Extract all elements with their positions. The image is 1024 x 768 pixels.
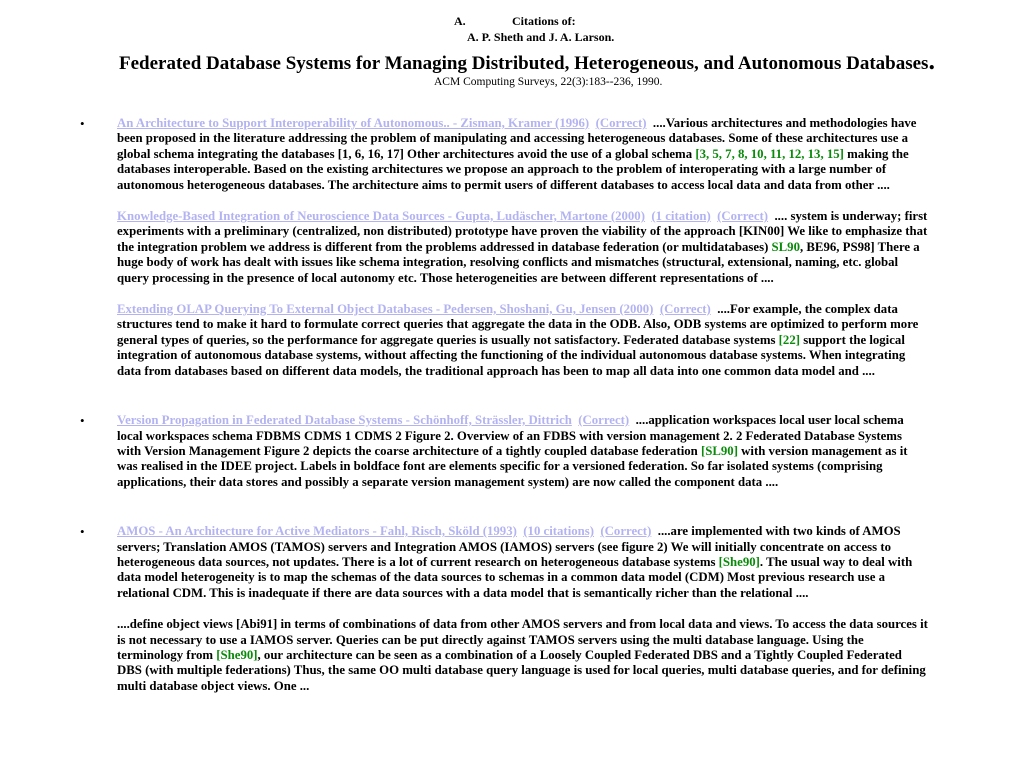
citation-entry: [0, 413, 929, 490]
citing-paper-link[interactable]: AMOS - An Architecture for Active Mediators - Fahl, Risch, Sköld (1993): [117, 524, 517, 539]
cited-paper-title-text: Federated Database Systems for Managing Distributed, Heterogeneous, and Autonomous Databases: [119, 53, 929, 74]
snippet-text: ....For example, the complex data structures tend to make it hard to formulate correct queries that aggregate the data in the ODB. Also, ODB systems are optimized to perform more general types of queries, so the performance for aggregate queries is usually not satisfactory. Federated database systems: [117, 302, 919, 347]
snippet-text: , BE96, PS98] There a huge body of work has dealt with issues like schema integration, resolving conflicts and mismatches (structural, extensional, naming, etc. global query processing in the presence of local autonomy etc. Those heterogeneities are between different representations of ....: [117, 239, 920, 285]
citation-marker: [She90]: [216, 647, 258, 662]
citation-marker: [3, 5, 7, 8, 10, 11, 12, 13, 15]: [695, 146, 844, 161]
bullet-marker: •: [80, 116, 85, 131]
citation-marker: [She90]: [718, 554, 760, 569]
cited-paper-venue: ACM Computing Surveys, 22(3):183--236, 1990.: [434, 76, 663, 88]
bullet-marker: •: [80, 524, 85, 540]
snippet-text: . The usual way to deal with data model heterogeneity is to map the schemas of the data sources to schemas in a common data model (CDM) Most previous research use a relational CDM. This is inadequate if there are data sources with a data model that is semantically richer than the relational ....: [117, 554, 913, 600]
citation-snippet: [117, 302, 929, 379]
citation-count-link[interactable]: (10 citations): [523, 524, 595, 539]
snippet-text: support the logical integration of autonomous database systems, without affecting the functioning of the individual autonomous database systems. When integrating data from databases based on different data models, the traditional approach has been to map all data into one common data model and ....: [117, 332, 906, 378]
citing-paper-link[interactable]: Knowledge-Based Integration of Neuroscience Data Sources - Gupta, Ludäscher, Martone (2000): [117, 209, 645, 224]
correct-link[interactable]: (Correct): [595, 116, 647, 130]
snippet-text: ....Various architectures and methodologies have been proposed in the literature addressing the problem of manipulating and accessing heterogeneous databases. Some of these architectures use a global schema integrating the databases [1, 6, 16, 17] Other architectures avoid the use of a global schema: [117, 116, 917, 161]
citation-snippet: [117, 116, 929, 193]
citing-paper-link[interactable]: Extending OLAP Querying To External Object Databases - Pedersen, Shoshani, Gu, Jensen (2000): [117, 302, 654, 317]
citation-list: [0, 116, 1024, 728]
citation-marker: [22]: [778, 332, 800, 347]
cited-authors: A. P. Sheth and J. A. Larson.: [467, 30, 615, 44]
snippet-text: .... system is underway; first experiments with a preliminary (centralized, non distributed) prototype have proven the viability of the approach [KIN00] We like to emphasize that the integration problem we address is different from the problems addressed in database federation (or multidatabases): [117, 209, 928, 254]
cited-paper-title: [119, 46, 935, 76]
snippet-text: ....application workspaces local user local schema local workspaces schema FDBMS CDMS 1 CDMS 2 Figure 2. Overview of an FDBS with version management 2. 2 Federated Database Systems with Version Management Figure 2 depicts the coarse architecture of a tightly coupled database federation: [117, 413, 904, 458]
citation-count-link[interactable]: (1 citation): [651, 209, 711, 224]
citing-paper-link[interactable]: Version Propagation in Federated Database Systems - Schönhoff, Strässler, Dittrich: [117, 413, 572, 428]
citation-snippet: [117, 209, 929, 286]
snippet-text: ....define object views [Abi91] in terms of combinations of data from other AMOS servers and from local data and views. To access the data sources it is not necessary to use a IAMOS server. Queries can be put directly against TAMOS servers using the multi database language. Using the terminology from: [117, 617, 928, 662]
citation-snippet: [117, 413, 929, 490]
citation-entry: [0, 116, 929, 379]
correct-link[interactable]: (Correct): [717, 209, 769, 224]
citation-marker: SL90: [771, 239, 800, 254]
citations-label: Citations of:: [512, 14, 576, 28]
correct-link[interactable]: (Correct): [578, 413, 630, 428]
bullet-marker: •: [80, 413, 85, 429]
section-number: A.: [454, 14, 466, 28]
citation-snippet: [117, 617, 929, 694]
correct-link[interactable]: (Correct): [659, 302, 711, 317]
citation-marker: [SL90]: [700, 443, 738, 458]
snippet-text: , our architecture can be seen as a combination of a Loosely Coupled Federated DBS and a Tightly Coupled Federated DBS (with multiple federations) Thus, the same OO multi database query language is used for local queries, multi database queries, and for defining multi database object views. One ...: [117, 647, 926, 693]
citing-paper-link[interactable]: An Architecture to Support Interoperability of Autonomous.. - Zisman, Kramer (1996): [117, 116, 590, 130]
citation-snippet: [117, 524, 929, 601]
citations-heading: [454, 14, 576, 29]
correct-link[interactable]: (Correct): [600, 524, 652, 539]
cited-paper-title-period: .: [928, 46, 935, 75]
snippet-text: ....are implemented with two kinds of AMOS servers; Translation AMOS (TAMOS) servers and Integration AMOS (IAMOS) servers (see figure 2) We will initially concentrate on access to heterogeneous data sources, not updates. There is a lot of current research on heterogeneous database systems: [117, 524, 901, 569]
citation-entry: [0, 524, 929, 694]
snippet-text: making the databases interoperable. Based on the existing architectures we propose an approach to the problem of interoperating with a large number of autonomous heterogeneous databases. The architecture aims to permit users of different databases to access local data and data from other ....: [117, 146, 909, 192]
snippet-text: with version management as it was realised in the IDEE project. Labels in boldface font are elements specific for a versioned federation. So far isolated systems (comprising applications, their data stores and possibly a separate version management system) are now called the component data ....: [117, 443, 908, 489]
